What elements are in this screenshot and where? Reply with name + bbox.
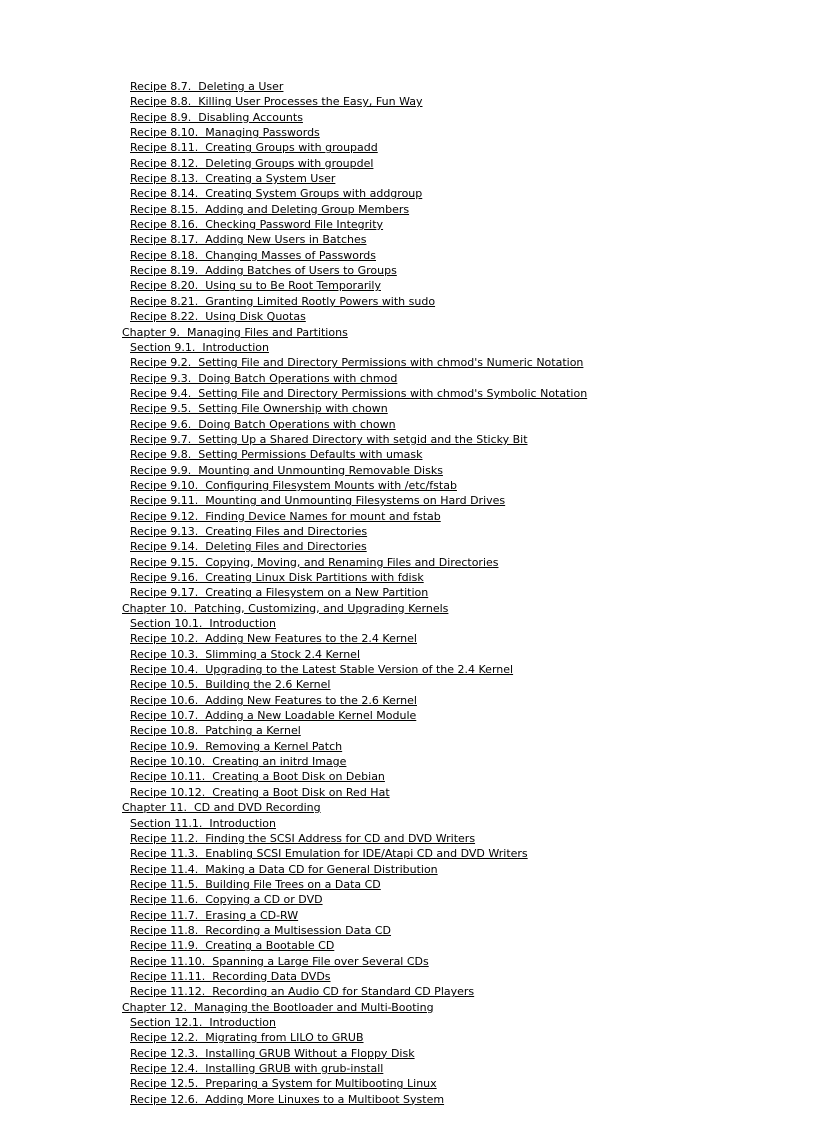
toc-page bbox=[122, 79, 796, 1107]
toc-entry-link[interactable]: Recipe 9.10. Configuring Filesystem Mounts with /etc/fstab bbox=[130, 478, 457, 492]
toc-entry-link[interactable]: Recipe 9.6. Doing Batch Operations with chown bbox=[130, 417, 396, 431]
toc-entry-link[interactable]: Recipe 10.10. Creating an initrd Image bbox=[130, 755, 347, 769]
toc-entry-link[interactable]: Recipe 8.18. Changing Masses of Passwords bbox=[130, 248, 377, 262]
toc-entry-link[interactable]: Recipe 10.2. Adding New Features to the 2.4 Kernel bbox=[130, 632, 417, 646]
toc-entry-link[interactable]: Recipe 8.12. Deleting Groups with groupdel bbox=[130, 156, 374, 170]
toc-entry-link[interactable]: Recipe 12.3. Installing GRUB Without a Floppy Disk bbox=[130, 1046, 415, 1060]
toc-entry-link[interactable]: Recipe 12.6. Adding More Linuxes to a Multiboot System bbox=[130, 1092, 445, 1106]
toc-entry-link[interactable]: Recipe 9.11. Mounting and Unmounting Filesystems on Hard Drives bbox=[130, 494, 506, 508]
toc-entry-link[interactable]: Recipe 8.19. Adding Batches of Users to Groups bbox=[130, 264, 397, 278]
toc-entry-link[interactable]: Recipe 9.4. Setting File and Directory Permissions with chmod's Symbolic Notation bbox=[130, 386, 588, 400]
toc-entry-link[interactable]: Recipe 8.14. Creating System Groups with addgroup bbox=[130, 187, 423, 201]
toc-entry-link[interactable]: Recipe 11.4. Making a Data CD for General Distribution bbox=[130, 862, 438, 876]
toc-list bbox=[122, 79, 796, 1107]
toc-entry-link[interactable]: Recipe 9.17. Creating a Filesystem on a New Partition bbox=[130, 586, 429, 600]
toc-entry-link[interactable]: Recipe 8.16. Checking Password File Integrity bbox=[130, 218, 384, 232]
toc-entry-link[interactable]: Recipe 9.13. Creating Files and Directories bbox=[130, 524, 368, 538]
toc-entry-link[interactable]: Recipe 9.14. Deleting Files and Directories bbox=[130, 540, 367, 554]
toc-entry-link[interactable]: Recipe 8.22. Using Disk Quotas bbox=[130, 310, 306, 324]
toc-chapter-link[interactable]: Chapter 12. Managing the Bootloader and Multi-Booting bbox=[122, 1000, 434, 1014]
toc-entry-link[interactable]: Recipe 10.9. Removing a Kernel Patch bbox=[130, 739, 343, 753]
toc-entry-link[interactable]: Recipe 8.10. Managing Passwords bbox=[130, 126, 320, 140]
toc-entry-link[interactable]: Recipe 8.15. Adding and Deleting Group Members bbox=[130, 202, 410, 216]
toc-entry-link[interactable]: Recipe 10.4. Upgrading to the Latest Stable Version of the 2.4 Kernel bbox=[130, 663, 514, 677]
toc-entry-link[interactable]: Section 12.1. Introduction bbox=[130, 1015, 276, 1029]
toc-entry-link[interactable]: Section 9.1. Introduction bbox=[130, 340, 269, 354]
toc-entry-link[interactable]: Recipe 8.8. Killing User Processes the Easy, Fun Way bbox=[130, 95, 423, 109]
toc-entry-link[interactable]: Recipe 10.12. Creating a Boot Disk on Red Hat bbox=[130, 785, 390, 799]
toc-entry-link[interactable]: Section 10.1. Introduction bbox=[130, 617, 276, 631]
toc-entry-link[interactable]: Section 11.1. Introduction bbox=[130, 816, 276, 830]
toc-chapter-link[interactable]: Chapter 11. CD and DVD Recording bbox=[122, 801, 321, 815]
toc-entry-link[interactable]: Recipe 8.9. Disabling Accounts bbox=[130, 110, 303, 124]
toc-entry-link[interactable]: Recipe 10.5. Building the 2.6 Kernel bbox=[130, 678, 331, 692]
toc-entry-link[interactable]: Recipe 8.17. Adding New Users in Batches bbox=[130, 233, 367, 247]
toc-entry-link[interactable]: Recipe 10.3. Slimming a Stock 2.4 Kernel bbox=[130, 647, 361, 661]
toc-entry-link[interactable]: Recipe 10.8. Patching a Kernel bbox=[130, 724, 301, 738]
toc-entry-link[interactable]: Recipe 8.7. Deleting a User bbox=[130, 80, 284, 93]
toc-entry-link[interactable]: Recipe 11.3. Enabling SCSI Emulation for IDE/Atapi CD and DVD Writers bbox=[130, 847, 528, 861]
toc-entry-link[interactable]: Recipe 10.6. Adding New Features to the 2.6 Kernel bbox=[130, 693, 417, 707]
toc-entry-link[interactable]: Recipe 9.5. Setting File Ownership with chown bbox=[130, 402, 388, 416]
toc-entry-link[interactable]: Recipe 11.6. Copying a CD or DVD bbox=[130, 893, 323, 907]
toc-entry-link[interactable]: Recipe 8.20. Using su to Be Root Temporarily bbox=[130, 279, 381, 293]
toc-entry-link[interactable]: Recipe 12.2. Migrating from LILO to GRUB bbox=[130, 1031, 364, 1045]
toc-entry-link[interactable]: Recipe 9.9. Mounting and Unmounting Removable Disks bbox=[130, 463, 443, 477]
toc-entry-link[interactable]: Recipe 11.12. Recording an Audio CD for Standard CD Players bbox=[130, 985, 475, 999]
toc-entry-link[interactable]: Recipe 9.7. Setting Up a Shared Directory with setgid and the Sticky Bit bbox=[130, 432, 528, 446]
toc-entry-link[interactable]: Recipe 9.15. Copying, Moving, and Renaming Files and Directories bbox=[130, 555, 499, 569]
toc-chapter-link[interactable]: Chapter 10. Patching, Customizing, and Upgrading Kernels bbox=[122, 601, 449, 615]
toc-entry-link[interactable]: Recipe 11.11. Recording Data DVDs bbox=[130, 969, 331, 983]
toc-entry-link[interactable]: Recipe 9.16. Creating Linux Disk Partitions with fdisk bbox=[130, 571, 424, 584]
toc-entry-link[interactable]: Recipe 9.2. Setting File and Directory Permissions with chmod's Numeric Notation bbox=[130, 356, 584, 370]
toc-entry-link[interactable]: Recipe 8.13. Creating a System User bbox=[130, 172, 336, 186]
toc-entry-link[interactable]: Recipe 11.8. Recording a Multisession Data CD bbox=[130, 923, 392, 937]
toc-entry-link[interactable]: Recipe 10.11. Creating a Boot Disk on Debian bbox=[130, 770, 385, 784]
toc-entry-link[interactable]: Recipe 9.3. Doing Batch Operations with chmod bbox=[130, 371, 398, 385]
toc-entry-link[interactable]: Recipe 11.7. Erasing a CD-RW bbox=[130, 908, 299, 922]
toc-entry-link[interactable]: Recipe 9.8. Setting Permissions Defaults with umask bbox=[130, 448, 423, 462]
toc-entry-link[interactable]: Recipe 11.5. Building File Trees on a Data CD bbox=[130, 877, 381, 891]
toc-entry-link[interactable]: Recipe 11.9. Creating a Bootable CD bbox=[130, 939, 335, 953]
toc-entry-link[interactable]: Recipe 11.10. Spanning a Large File over Several CDs bbox=[130, 954, 429, 968]
toc-entry-link[interactable]: Recipe 12.4. Installing GRUB with grub-install bbox=[130, 1062, 384, 1075]
toc-entry-link[interactable]: Recipe 12.5. Preparing a System for Multibooting Linux bbox=[130, 1077, 437, 1091]
toc-entry-link[interactable]: Recipe 10.7. Adding a New Loadable Kernel Module bbox=[130, 709, 417, 723]
toc-entry-link[interactable]: Recipe 8.21. Granting Limited Rootly Powers with sudo bbox=[130, 294, 436, 308]
toc-entry-link[interactable]: Recipe 8.11. Creating Groups with groupadd bbox=[130, 141, 378, 155]
toc-entry-link[interactable]: Recipe 11.2. Finding the SCSI Address for CD and DVD Writers bbox=[130, 831, 476, 845]
toc-chapter-link[interactable]: Chapter 9. Managing Files and Partitions bbox=[122, 325, 348, 339]
toc-entry-link[interactable]: Recipe 9.12. Finding Device Names for mount and fstab bbox=[130, 509, 441, 523]
